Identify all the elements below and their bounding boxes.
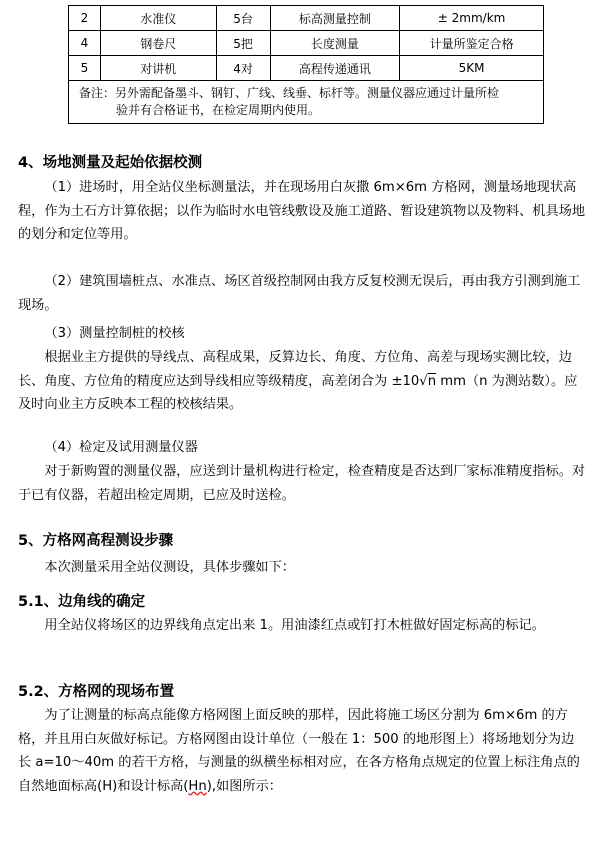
note-line-2: 验并有合格证书，在检定周期内使用。 bbox=[116, 103, 321, 117]
table-row bbox=[69, 31, 544, 56]
cell-no: 5 bbox=[69, 56, 101, 81]
sqrt-n: n bbox=[427, 373, 437, 389]
cell-qty: 5台 bbox=[216, 6, 270, 31]
cell-qty: 4对 bbox=[216, 56, 270, 81]
grid-layout-text: 为了让测量的标高点能像方格网图上面反映的那样，因此将施工场区分割为 6m×6m 的方格，并且用白灰做好标记。方格网图由设计单位（一般在 1：500 的地形图上）将场地划分为边长 a=10～40m 的若干方格，与测量的纵横坐标相对应，在各方格角点规定的位置上标注角点的自然地面标高(H)和设计标高( bbox=[18, 708, 580, 794]
cell-use: 高程传递通讯 bbox=[270, 56, 400, 81]
section-5-heading: 5、方格网高程测设步骤 bbox=[18, 533, 174, 549]
cell-qty: 5把 bbox=[216, 31, 270, 56]
cell-use: 标高测量控制 bbox=[270, 6, 400, 31]
note-line-1: 备注：另外需配备墨斗、钢钉、广线、线垂、标杆等。测量仪器应通过计量所检 bbox=[79, 86, 500, 100]
equipment-table bbox=[68, 5, 544, 124]
cell-name: 钢卷尺 bbox=[100, 31, 216, 56]
cell-no: 2 bbox=[69, 6, 101, 31]
paragraph-4-2: （2）建筑围墙桩点、水准点、场区首级控制网由我方反复校测无误后，再由我方引测到施工现场。 bbox=[18, 274, 581, 313]
section-4-heading: 4、场地测量及起始依据校测 bbox=[18, 155, 203, 171]
table-row bbox=[69, 56, 544, 81]
accuracy-text: 根据业主方提供的导线点、高程成果，反算边长、角度、方位角、高差与现场实测比较，边长、角度、方位角的精度应达到导线相应等级精度，高差闭合为 ±10 bbox=[18, 350, 572, 389]
grid-layout-text-tail: ),如图所示： bbox=[206, 778, 282, 794]
accuracy-text-tail: mm（n 为测站数）。应及时向业主方反映本工程的校核结果。 bbox=[18, 373, 578, 413]
paragraph-4-1: （1）进场时，用全站仪坐标测量法，并在现场用白灰撒 6m×6m 方格网，测量场地现状高程，作为土石方计算依据；以作为临时水电管线敷设及施工道路、暂设建筑物以及物料、机具场地的划分和定位等用。 bbox=[18, 180, 586, 243]
section-5-1-heading: 5.1、边角线的确定 bbox=[18, 594, 146, 610]
cell-spec: 5KM bbox=[400, 56, 544, 81]
cell-name: 水准仪 bbox=[100, 6, 216, 31]
section-5-intro: 本次测量采用全站仪测设，具体步骤如下： bbox=[44, 560, 295, 575]
cell-no: 4 bbox=[69, 31, 101, 56]
paragraph-4-4-heading: （4）检定及试用测量仪器 bbox=[44, 440, 198, 455]
paragraph-4-4-text: 对于新购置的测量仪器，应送到计量机构进行检定，检查精度是否达到厂家标准精度指标。对于已有仪器，若超出检定周期，已应及时送检。 bbox=[18, 464, 586, 503]
design-elevation-symbol: Hn bbox=[188, 778, 207, 794]
section-5-2-heading: 5.2、方格网的现场布置 bbox=[18, 684, 175, 700]
table-row bbox=[69, 6, 544, 31]
cell-spec: ± 2mm/km bbox=[400, 6, 544, 31]
table-note bbox=[69, 81, 544, 124]
paragraph-4-3-heading: （3）测量控制桩的校核 bbox=[44, 326, 185, 341]
cell-use: 长度测量 bbox=[270, 31, 400, 56]
table-note-row bbox=[69, 81, 544, 124]
section-5-2-text bbox=[18, 704, 586, 798]
cell-name: 对讲机 bbox=[100, 56, 216, 81]
cell-spec: 计量所鉴定合格 bbox=[400, 31, 544, 56]
paragraph-4-3-text: 根据业主方提供的导线点、高程成果，反算边长、角度、方位角、高差与现场实测比较，边长、角度、方位角的精度应达到导线相应等级精度，高差闭合为 ±10√n mm（n 为测站数）。应及时向业主方反映本工程的校核结果。 bbox=[18, 350, 578, 413]
section-5-1-text: 用全站仪将场区的边界线角点定出来 1。用油漆红点或钉打木桩做好固定标高的标记。 bbox=[44, 618, 545, 633]
